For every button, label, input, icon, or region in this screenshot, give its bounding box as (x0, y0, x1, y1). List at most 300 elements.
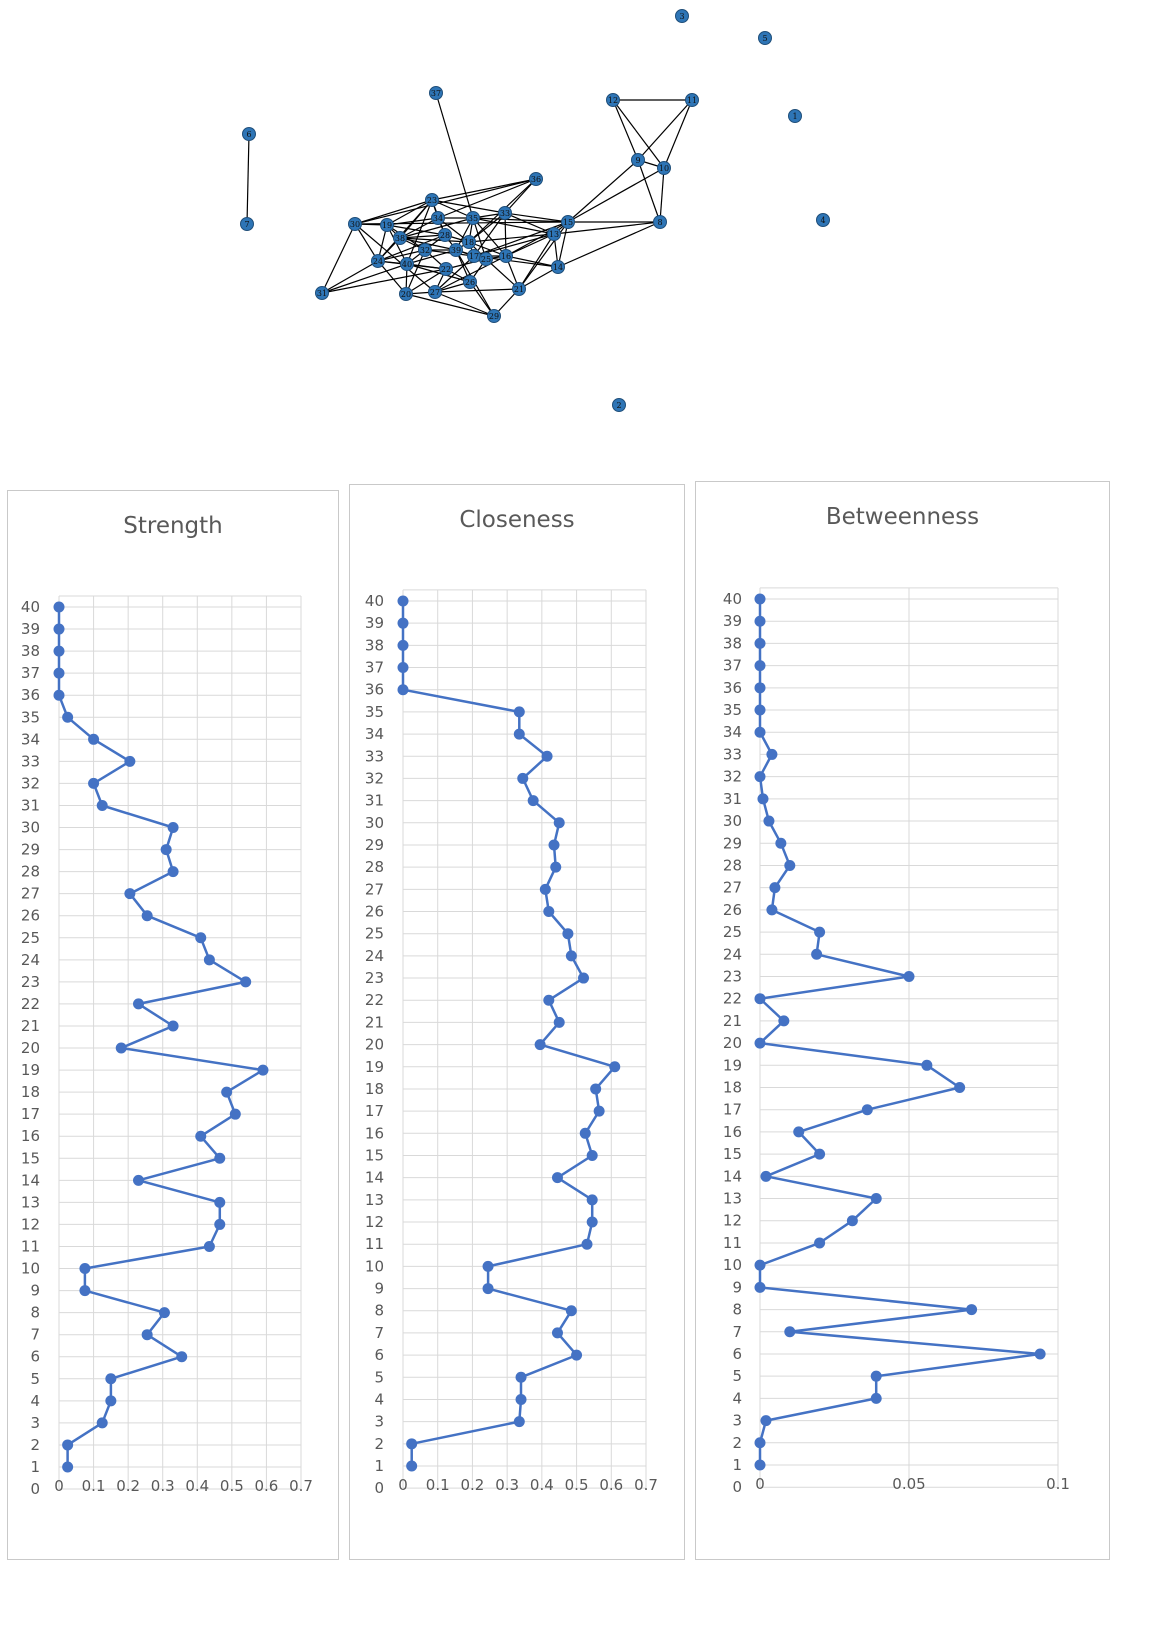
betweenness-chart (696, 482, 1111, 1561)
y-tick-label: 34 (722, 723, 742, 742)
y-tick-label: 7 (374, 1323, 384, 1342)
data-point-38 (54, 646, 65, 657)
network-node-1 (789, 110, 802, 123)
y-tick-label: 18 (364, 1079, 384, 1098)
network-edge-6-7 (247, 134, 249, 224)
y-tick-label: 3 (30, 1413, 40, 1432)
data-point-37 (398, 662, 409, 673)
y-tick-label: 36 (722, 678, 742, 697)
data-point-10 (483, 1261, 494, 1272)
strength-chart (8, 491, 340, 1561)
y-tick-label: 4 (732, 1389, 742, 1408)
y-tick-label: 21 (722, 1011, 742, 1030)
data-point-37 (755, 660, 766, 671)
data-point-1 (62, 1462, 73, 1473)
y-tick-label: 11 (364, 1235, 384, 1254)
network-edge-10-15 (568, 168, 664, 222)
data-point-21 (778, 1015, 789, 1026)
network-node-label: 5 (762, 34, 768, 43)
network-node-15 (562, 216, 575, 229)
y-tick-label: 32 (20, 774, 40, 793)
y-tick-label: 8 (374, 1301, 384, 1320)
network-node-label: 1 (792, 112, 798, 121)
y-tick-label: 40 (20, 598, 40, 616)
x-tick-label: 0 (54, 1477, 64, 1495)
network-edge-11-10 (664, 100, 692, 168)
y-tick-label: 13 (364, 1190, 384, 1209)
y-tick-label: 29 (364, 835, 384, 854)
y-tick-label: 26 (722, 900, 742, 919)
data-point-18 (590, 1083, 601, 1094)
data-point-22 (755, 993, 766, 1004)
y-tick-label: 17 (364, 1102, 384, 1121)
y-tick-label: 20 (364, 1035, 384, 1054)
data-point-12 (214, 1219, 225, 1230)
data-point-10 (79, 1263, 90, 1274)
data-point-12 (847, 1215, 858, 1226)
network-node-label: 9 (635, 156, 641, 165)
data-point-30 (763, 816, 774, 827)
data-point-8 (566, 1305, 577, 1316)
y-tick-label: 19 (722, 1056, 742, 1075)
network-node-label: 8 (657, 218, 663, 227)
network-node-label: 6 (246, 130, 252, 139)
data-point-29 (775, 838, 786, 849)
x-tick-label: 0.5 (219, 1477, 244, 1495)
network-node-label: 10 (658, 164, 670, 173)
data-point-40 (54, 602, 65, 613)
data-point-33 (766, 749, 777, 760)
data-point-20 (116, 1043, 127, 1054)
network-node-label: 24 (372, 257, 384, 266)
data-point-36 (755, 682, 766, 693)
data-point-33 (542, 751, 553, 762)
data-point-22 (543, 995, 554, 1006)
network-edge-11-9 (638, 100, 692, 160)
x-tick-label: 0.6 (254, 1477, 279, 1495)
data-point-19 (257, 1065, 268, 1076)
data-point-26 (543, 906, 554, 917)
y-tick-label: 35 (364, 702, 384, 721)
y-tick-label: 27 (20, 884, 40, 903)
x-tick-label: 0.05 (892, 1475, 926, 1493)
data-point-13 (214, 1197, 225, 1208)
y-tick-label: 14 (20, 1171, 40, 1190)
data-point-27 (124, 888, 135, 899)
y-tick-label: 24 (20, 950, 40, 969)
series-line (403, 601, 615, 1466)
data-point-2 (406, 1438, 417, 1449)
data-point-19 (609, 1061, 620, 1072)
x-tick-label: 0.4 (529, 1476, 554, 1494)
x-tick-label: 0.1 (81, 1477, 106, 1495)
y-tick-label: 33 (20, 752, 40, 771)
y-tick-label: 36 (364, 680, 384, 699)
data-point-16 (195, 1131, 206, 1142)
y-tick-label: 36 (20, 686, 40, 705)
network-node-24 (372, 255, 385, 268)
data-point-24 (204, 954, 215, 965)
y-tick-label: 19 (364, 1057, 384, 1076)
network-node-18 (463, 236, 476, 249)
y-tick-label: 34 (20, 730, 40, 749)
network-node-label: 16 (500, 252, 512, 261)
y-tick-label: 16 (722, 1122, 742, 1141)
data-point-35 (62, 712, 73, 723)
y-tick-label: 38 (20, 642, 40, 661)
series-line (760, 599, 1040, 1465)
y-tick-label: 39 (722, 612, 742, 631)
closeness-chart-panel (349, 484, 685, 1560)
y-tick-label: 7 (732, 1322, 742, 1341)
y-tick-label: 28 (364, 858, 384, 877)
network-node-label: 19 (381, 221, 393, 230)
y-tick-label: 0 (374, 1479, 384, 1498)
data-point-24 (811, 949, 822, 960)
network-node-40 (401, 258, 414, 271)
network-node-39 (450, 244, 463, 257)
y-tick-label: 6 (732, 1344, 742, 1363)
y-tick-label: 24 (364, 946, 384, 965)
y-tick-label: 7 (30, 1325, 40, 1344)
data-point-5 (871, 1371, 882, 1382)
data-point-22 (133, 998, 144, 1009)
data-point-3 (97, 1417, 108, 1428)
network-node-31 (316, 287, 329, 300)
y-tick-label: 17 (722, 1100, 742, 1119)
network-node-35 (467, 212, 480, 225)
data-point-6 (1035, 1348, 1046, 1359)
x-tick-label: 0.2 (460, 1476, 485, 1494)
y-tick-label: 33 (364, 747, 384, 766)
data-point-15 (214, 1153, 225, 1164)
data-point-34 (514, 729, 525, 740)
network-node-32 (419, 244, 432, 257)
y-tick-label: 32 (722, 767, 742, 786)
network-node-2 (613, 399, 626, 412)
network-node-label: 39 (450, 246, 462, 255)
x-tick-label: 0.2 (116, 1477, 141, 1495)
y-tick-label: 26 (20, 906, 40, 925)
data-point-8 (966, 1304, 977, 1315)
y-tick-label: 5 (374, 1368, 384, 1387)
data-point-27 (769, 882, 780, 893)
data-point-9 (755, 1282, 766, 1293)
y-tick-label: 10 (20, 1259, 40, 1278)
network-node-29 (488, 310, 501, 323)
data-point-6 (571, 1350, 582, 1361)
network-node-label: 37 (430, 89, 442, 98)
network-node-16 (500, 250, 513, 263)
network-node-26 (464, 276, 477, 289)
y-tick-label: 3 (732, 1411, 742, 1430)
network-node-4 (817, 214, 830, 227)
y-tick-label: 13 (20, 1193, 40, 1212)
network-node-25 (480, 253, 493, 266)
y-tick-label: 12 (722, 1211, 742, 1230)
network-node-label: 23 (426, 196, 438, 205)
y-tick-label: 38 (364, 636, 384, 655)
network-graph (0, 0, 1161, 460)
y-tick-label: 29 (20, 840, 40, 859)
network-node-label: 18 (463, 238, 475, 247)
data-point-40 (755, 594, 766, 605)
network-node-10 (658, 162, 671, 175)
data-point-26 (142, 910, 153, 921)
network-node-38 (394, 232, 407, 245)
data-point-40 (398, 596, 409, 607)
y-tick-label: 25 (20, 928, 40, 947)
y-tick-label: 19 (20, 1061, 40, 1080)
data-point-5 (516, 1372, 527, 1383)
y-tick-label: 22 (20, 994, 40, 1013)
data-point-36 (398, 684, 409, 695)
y-tick-label: 15 (364, 1146, 384, 1165)
data-point-28 (168, 866, 179, 877)
network-node-label: 27 (429, 288, 441, 297)
network-node-27 (429, 286, 442, 299)
y-tick-label: 25 (364, 924, 384, 943)
y-tick-label: 4 (374, 1390, 384, 1409)
data-point-28 (550, 862, 561, 873)
x-tick-label: 0 (755, 1475, 765, 1493)
y-tick-label: 29 (722, 834, 742, 853)
data-point-12 (587, 1217, 598, 1228)
chart-gridlines (403, 590, 646, 1488)
data-point-3 (514, 1416, 525, 1427)
data-point-13 (587, 1194, 598, 1205)
y-tick-label: 1 (374, 1457, 384, 1475)
y-tick-label: 12 (364, 1213, 384, 1232)
x-tick-label: 0.6 (599, 1476, 624, 1494)
data-point-17 (862, 1104, 873, 1115)
y-tick-label: 13 (722, 1189, 742, 1208)
data-point-36 (54, 690, 65, 701)
network-node-label: 14 (552, 263, 564, 272)
y-tick-label: 40 (722, 590, 742, 608)
data-point-17 (230, 1109, 241, 1120)
network-edge-36-34 (438, 179, 536, 218)
network-nodes (241, 10, 830, 412)
data-point-39 (54, 624, 65, 635)
data-point-8 (159, 1307, 170, 1318)
data-point-19 (921, 1060, 932, 1071)
network-node-label: 30 (349, 220, 361, 229)
data-point-31 (97, 800, 108, 811)
x-tick-label: 0.7 (634, 1476, 658, 1494)
y-tick-label: 1 (732, 1456, 742, 1474)
y-tick-label: 22 (364, 991, 384, 1010)
y-tick-label: 37 (20, 664, 40, 683)
y-tick-label: 21 (20, 1016, 40, 1035)
data-point-39 (755, 616, 766, 627)
network-edge-8-14 (558, 222, 660, 267)
data-point-14 (552, 1172, 563, 1183)
y-tick-label: 9 (732, 1278, 742, 1297)
data-point-31 (757, 793, 768, 804)
network-node-label: 34 (432, 214, 444, 223)
data-point-23 (240, 976, 251, 987)
y-tick-label: 15 (20, 1149, 40, 1168)
y-tick-label: 23 (20, 972, 40, 991)
y-tick-label: 1 (30, 1458, 40, 1476)
network-node-7 (241, 218, 254, 231)
network-node-label: 38 (394, 234, 406, 243)
data-point-23 (904, 971, 915, 982)
network-node-label: 3 (679, 12, 685, 21)
y-tick-label: 31 (364, 791, 384, 810)
y-tick-label: 8 (732, 1300, 742, 1319)
y-tick-label: 31 (20, 796, 40, 815)
y-tick-label: 37 (364, 658, 384, 677)
data-point-6 (176, 1351, 187, 1362)
x-tick-label: 0.1 (425, 1476, 450, 1494)
data-point-9 (483, 1283, 494, 1294)
y-tick-label: 12 (20, 1215, 40, 1234)
y-tick-label: 27 (722, 878, 742, 897)
data-point-35 (755, 705, 766, 716)
data-point-4 (871, 1393, 882, 1404)
y-tick-label: 20 (20, 1039, 40, 1058)
y-tick-label: 23 (722, 967, 742, 986)
network-node-label: 21 (513, 285, 525, 294)
data-point-34 (755, 727, 766, 738)
network-node-22 (440, 263, 453, 276)
network-node-33 (499, 207, 512, 220)
y-tick-label: 5 (732, 1367, 742, 1386)
network-node-36 (530, 173, 543, 186)
data-point-10 (755, 1260, 766, 1271)
strength-chart-panel (7, 490, 339, 1560)
y-tick-label: 32 (364, 769, 384, 788)
data-point-26 (766, 904, 777, 915)
strength-chart-title: Strength (123, 513, 223, 539)
y-tick-label: 35 (20, 708, 40, 727)
y-tick-label: 20 (722, 1034, 742, 1053)
data-point-14 (133, 1175, 144, 1186)
network-node-label: 33 (499, 209, 511, 218)
y-tick-label: 18 (20, 1083, 40, 1102)
data-point-18 (221, 1087, 232, 1098)
network-edge-10-8 (660, 168, 664, 222)
y-tick-label: 3 (374, 1412, 384, 1431)
y-tick-label: 40 (364, 592, 384, 610)
data-point-18 (954, 1082, 965, 1093)
network-node-label: 12 (607, 96, 619, 105)
y-tick-label: 25 (722, 923, 742, 942)
y-tick-label: 15 (722, 1145, 742, 1164)
data-point-13 (871, 1193, 882, 1204)
y-tick-label: 0 (30, 1480, 40, 1499)
network-node-label: 40 (401, 260, 413, 269)
betweenness-chart-title: Betweenness (825, 504, 980, 530)
data-point-25 (562, 928, 573, 939)
network-node-label: 32 (419, 246, 431, 255)
data-point-24 (566, 950, 577, 961)
x-tick-label: 0.3 (495, 1476, 520, 1494)
network-node-label: 20 (400, 290, 412, 299)
data-point-4 (105, 1395, 116, 1406)
data-point-30 (554, 817, 565, 828)
data-point-37 (54, 668, 65, 679)
network-node-label: 11 (686, 96, 698, 105)
network-node-label: 29 (488, 312, 500, 321)
y-tick-label: 24 (722, 945, 742, 964)
y-tick-label: 39 (20, 620, 40, 639)
y-tick-label: 31 (722, 789, 742, 808)
network-node-label: 17 (468, 252, 480, 261)
data-point-20 (755, 1038, 766, 1049)
network-node-14 (552, 261, 565, 274)
y-tick-label: 16 (20, 1127, 40, 1146)
network-node-20 (400, 288, 413, 301)
network-node-9 (632, 154, 645, 167)
network-node-label: 7 (244, 220, 250, 229)
y-tick-label: 30 (364, 813, 384, 832)
data-point-32 (755, 771, 766, 782)
data-point-5 (105, 1373, 116, 1384)
y-tick-label: 33 (722, 745, 742, 764)
network-node-11 (686, 94, 699, 107)
y-tick-label: 18 (722, 1078, 742, 1097)
data-point-11 (204, 1241, 215, 1252)
network-node-5 (759, 32, 772, 45)
network-node-label: 4 (820, 216, 826, 225)
data-point-25 (814, 927, 825, 938)
y-tick-label: 16 (364, 1124, 384, 1143)
y-tick-label: 10 (722, 1256, 742, 1275)
network-edge-9-8 (638, 160, 660, 222)
betweenness-chart-panel (695, 481, 1110, 1560)
y-tick-label: 22 (722, 989, 742, 1008)
y-tick-label: 28 (722, 856, 742, 875)
data-point-17 (594, 1106, 605, 1117)
network-node-label: 15 (562, 218, 574, 227)
data-point-15 (587, 1150, 598, 1161)
data-point-38 (398, 640, 409, 651)
y-tick-label: 21 (364, 1013, 384, 1032)
network-node-19 (381, 219, 394, 232)
data-point-29 (549, 839, 560, 850)
data-point-3 (760, 1415, 771, 1426)
data-point-32 (517, 773, 528, 784)
data-point-20 (535, 1039, 546, 1050)
x-tick-label: 0.3 (150, 1477, 175, 1495)
y-tick-label: 4 (30, 1391, 40, 1410)
data-point-1 (406, 1461, 417, 1472)
network-node-23 (426, 194, 439, 207)
y-tick-label: 30 (20, 818, 40, 837)
network-node-3 (676, 10, 689, 23)
network-node-8 (654, 216, 667, 229)
data-point-1 (755, 1460, 766, 1471)
y-tick-label: 2 (732, 1433, 742, 1452)
closeness-chart (350, 485, 686, 1561)
data-point-31 (528, 795, 539, 806)
network-node-label: 13 (548, 230, 560, 239)
data-point-30 (168, 822, 179, 833)
y-tick-label: 2 (30, 1435, 40, 1454)
data-point-9 (79, 1285, 90, 1296)
data-point-4 (516, 1394, 527, 1405)
network-node-34 (432, 212, 445, 225)
network-node-label: 2 (616, 401, 622, 410)
network-node-label: 28 (439, 231, 451, 240)
y-tick-label: 28 (20, 862, 40, 881)
data-point-16 (580, 1128, 591, 1139)
network-node-28 (439, 229, 452, 242)
y-tick-label: 37 (722, 656, 742, 675)
